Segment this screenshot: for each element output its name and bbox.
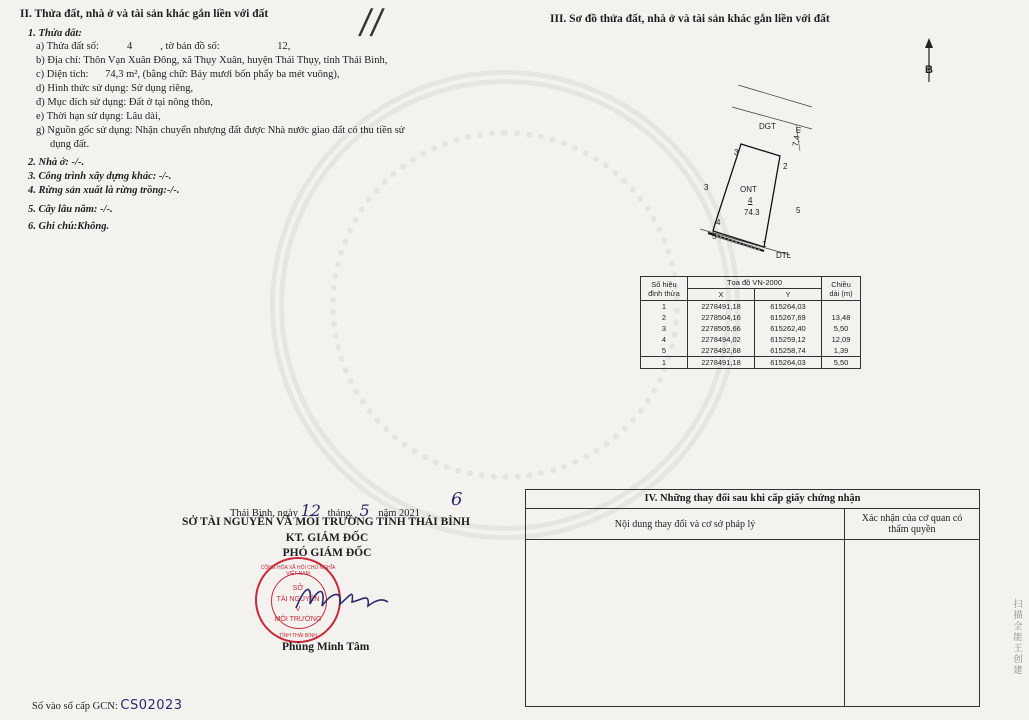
row-5-y: 615258,74 (755, 345, 822, 357)
changes-col-confirmation: Xác nhận của cơ quan có thẩm quyền (861, 513, 963, 535)
issue-day: 12 (300, 501, 321, 520)
house-line: 2. Nhà ở: -/-. (28, 157, 85, 168)
area-label: c) Diện tích: (36, 69, 89, 80)
header-coords: Tọa độ VN-2000 (688, 277, 822, 289)
perennial-line: 5. Cây lâu năm: -/-. (28, 204, 113, 215)
map-number: 12, (277, 41, 291, 52)
row-6-point: 1 (641, 357, 688, 369)
vertex-2-label: 2 (783, 162, 788, 171)
row-1-y: 615264,03 (755, 301, 822, 313)
row-3-y: 615262,40 (755, 323, 822, 334)
director-title: KT. GIÁM ĐỐC (285, 532, 369, 544)
scanner-watermark: 扫描全能王 创建 (1013, 600, 1023, 676)
stamp-mid: TÀI NGUYÊN (276, 596, 320, 603)
origin-line-1: g) Nguồn gốc sử dụng: Nhận chuyển nhượng đất được Nhà nước giao đất có thu tiền sử (36, 125, 405, 136)
row-4-point: 4 (641, 334, 688, 345)
adjacent-parcel-left: 3 (704, 183, 709, 192)
deputy-director-title: PHÓ GIÁM ĐỐC (282, 547, 372, 559)
parcel-line (36, 41, 290, 52)
handwritten-six: 6 (451, 489, 463, 510)
usage-term-line: e) Thời hạn sử dụng: Lâu dài, (36, 111, 161, 122)
stamp-bottom: MÔI TRƯỜNG (274, 616, 322, 623)
area-line (36, 69, 340, 80)
issue-month: 5 (359, 501, 370, 520)
stamp-ring-text-bottom: TỈNH THÁI BÌNH (279, 633, 317, 639)
vertex-4-label: 4 (716, 218, 721, 227)
road-dgt-label: DGT (759, 122, 776, 131)
note-line: 6. Ghi chú:Không. (28, 221, 110, 232)
changes-table (525, 489, 980, 707)
length-4-5: 1,39 (822, 345, 861, 357)
row-5-x: 2278492,68 (688, 345, 755, 357)
gcn-number-line (32, 698, 183, 713)
row-2-point: 2 (641, 312, 688, 323)
road-width-label: 7,4 m (790, 125, 804, 148)
stamp-v: V (295, 606, 301, 613)
row-4-y: 615259,12 (755, 334, 822, 345)
origin-line-2: dụng đất. (50, 139, 90, 150)
road-dtl-label: DTL (776, 251, 792, 260)
gcn-label: Số vào sổ cấp GCN: (32, 701, 118, 712)
changes-body (526, 540, 979, 706)
length-1-2: 13,48 (822, 301, 861, 324)
length-5-1: 5,50 (822, 357, 861, 369)
map-label: , tờ bản đồ số: (160, 41, 220, 52)
gcn-value: CS02023 (120, 698, 183, 713)
address-line: b) Địa chỉ: Thôn Vạn Xuân Đông, xã Thụy Xuân, huyện Thái Thụy, tỉnh Thái Bình, (36, 55, 388, 66)
issue-year: năm 2021 (378, 508, 421, 519)
row-6-x: 2278491,18 (688, 357, 755, 369)
row-6-y: 615264,03 (755, 357, 822, 369)
header-y: Y (755, 289, 822, 301)
other-construction-line: 3. Công trình xây dựng khác: -/-. (28, 171, 172, 182)
row-4-x: 2278494,02 (688, 334, 755, 345)
header-x: X (688, 289, 755, 301)
row-2-x: 2278504,16 (688, 312, 755, 323)
signature-scribble (292, 578, 392, 618)
row-3-point: 3 (641, 323, 688, 334)
changes-header-row (526, 509, 979, 540)
row-2-y: 615267,69 (755, 312, 822, 323)
section-ii-heading: II. Thửa đất, nhà ở và tài sản khác gắn liền với đất (20, 8, 269, 20)
watermark-emblem-inner (330, 130, 680, 480)
length-2-3: 5,50 (822, 323, 861, 334)
date-prefix: Thái Bình, ngày (230, 508, 298, 519)
signer-name: Phùng Minh Tâm (282, 641, 370, 653)
stamp-top: SỞ (292, 585, 304, 592)
parcel-label: a) Thửa đất số: (36, 41, 99, 52)
header-length: Chiều dài (m) (822, 277, 861, 301)
area-value: 74,3 m², (bằng chữ: Bảy mươi bốn phẩy ba mét vuông), (105, 69, 340, 80)
section-iv-heading: IV. Những thay đổi sau khi cấp giấy chứng nhận (526, 490, 979, 509)
changes-content-cell (526, 540, 845, 706)
changes-col-content: Nội dung thay đổi và cơ sở pháp lý (526, 509, 845, 539)
land-type-label: ONT (740, 185, 757, 194)
parcel-number: 4 (126, 41, 133, 52)
parcel-diagram-number: 4 (748, 196, 753, 205)
usage-form-line: d) Hình thức sử dụng: Sử dụng riêng, (36, 83, 194, 94)
coordinates-table (640, 276, 861, 369)
row-5-point: 5 (641, 345, 688, 357)
issuing-organization: SỞ TÀI NGUYÊN VÀ MÔI TRƯỜNG TỈNH THÁI BÌNH (182, 516, 470, 528)
row-3-x: 2278505,66 (688, 323, 755, 334)
adjacent-parcel-right: 5 (796, 206, 801, 215)
forest-line: 4. Rừng sản xuất là rừng trồng:-/-. (28, 185, 180, 196)
section-iii-heading: III. Sơ đồ thửa đất, nhà ở và tài sản khác gắn liền với đất (550, 13, 830, 25)
row-1-point: 1 (641, 301, 688, 313)
north-label: B (925, 64, 933, 76)
usage-purpose-line: đ) Mục đích sử dụng: Đất ở tại nông thôn, (36, 97, 213, 108)
header-vertex: Số hiệu đỉnh thửa (641, 277, 688, 301)
north-arrow-icon (919, 38, 939, 84)
parcel-area-label: 74.3 (744, 208, 760, 217)
vertex-3-label: 3 (734, 148, 739, 157)
row-1-x: 2278491,18 (688, 301, 755, 313)
vertex-1-label: 1 (762, 240, 767, 249)
handwritten-mark: // (357, 2, 386, 42)
length-3-4: 12,09 (822, 334, 861, 345)
section-1-title: 1. Thửa đất: (28, 28, 82, 39)
month-prefix: tháng (327, 508, 351, 519)
vertex-5-label: 5 (712, 232, 717, 241)
stamp-ring-text: CỘNG HÒA XÃ HỘI CHỦ NGHĨA VIỆT NAM (260, 565, 336, 577)
